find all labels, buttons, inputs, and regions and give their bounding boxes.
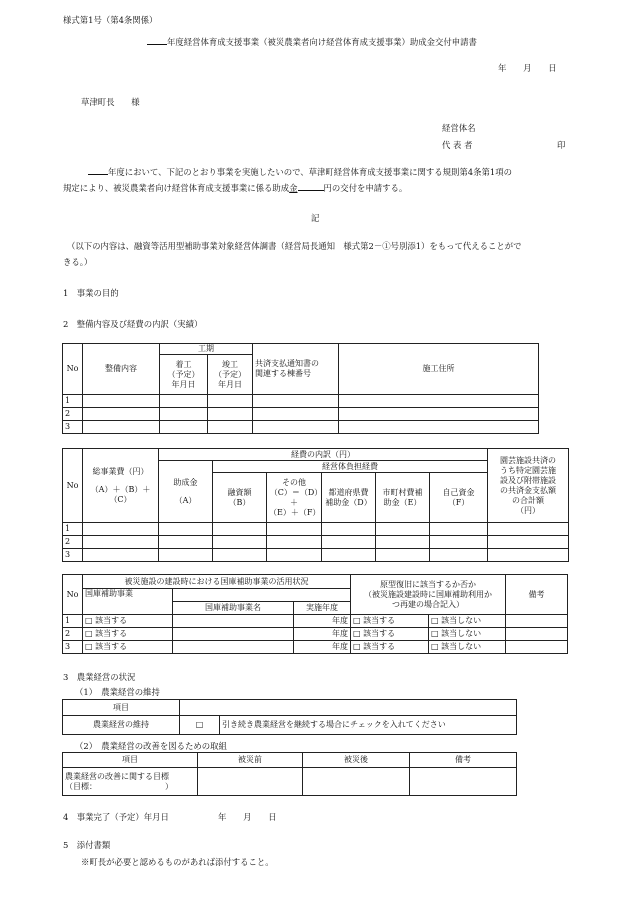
t5-before-cell[interactable] — [198, 768, 303, 796]
t2-other-l3: （E）＋（F） — [269, 507, 321, 517]
t2-hort-l3: 設及び附帯施設 — [500, 475, 556, 485]
t2-subsidy-header — [159, 461, 213, 523]
restore-yes-label: 該当する — [363, 616, 396, 625]
form-number: 様式第1号（第4条関係） — [63, 15, 158, 25]
t2-row-no: 3 — [63, 549, 83, 562]
t3-applies-cell[interactable] — [83, 615, 173, 628]
t2-cell[interactable] — [322, 523, 376, 536]
restore-no-label: 該当しない — [441, 616, 482, 625]
t2-subsidy-l1: 助成金 — [173, 477, 198, 487]
t2-hort-l5: の合計額 — [512, 495, 544, 505]
t3-applies-cell[interactable] — [83, 641, 173, 654]
t4-item-header: 項目 — [63, 700, 180, 716]
t1-cell[interactable] — [160, 395, 208, 408]
intro-line1: 年度において、下記のとおり事業を実施したいので、草津町経営体育成支援事業に関する規則第4条第1項の — [108, 167, 512, 177]
t1-cell[interactable] — [253, 408, 339, 421]
restore-no-checkbox[interactable]: □ — [431, 629, 439, 638]
attachment-note: ※町長が必要と認めるものがあれば添付すること。 — [81, 857, 274, 867]
t2-cell[interactable] — [430, 523, 488, 536]
note-line2: きる。） — [63, 257, 93, 267]
t2-loan-l2: （B） — [228, 497, 251, 507]
t5-item-header: 項目 — [63, 753, 198, 768]
intro-line2a: 規定により、被災農業者向け経営体育成支援事業に係る助成 — [63, 183, 290, 193]
application-date: 年 月 日 — [498, 63, 557, 73]
applies-label: 該当する — [95, 629, 128, 638]
t1-cell[interactable] — [208, 408, 253, 421]
t1-start-l1: 着工 — [175, 359, 192, 369]
t5-remarks-header: 備考 — [410, 753, 517, 768]
t2-own-l2: （F） — [447, 497, 470, 507]
document-title-text: 年度経営体育成支援事業（被災農業者向け経営体育成支援事業）助成金交付申請書 — [167, 37, 477, 47]
t3-restore-l3: つ再建の場合記入） — [392, 599, 464, 609]
t2-total-header — [83, 449, 159, 523]
t2-cell[interactable] — [213, 523, 267, 536]
t5-after-cell[interactable] — [303, 768, 410, 796]
note-paragraph — [63, 238, 608, 270]
restore-yes-checkbox[interactable]: □ — [353, 616, 361, 625]
subsection2-heading: （2） 農業経営の改善を図るための取組 — [75, 741, 227, 751]
t2-pref-header — [322, 473, 376, 523]
year-blank — [147, 35, 167, 45]
t2-cell[interactable] — [376, 549, 430, 562]
t1-row-no: 2 — [63, 408, 83, 421]
restore-no-label: 該当しない — [441, 629, 482, 638]
t2-cell[interactable] — [488, 536, 569, 549]
t1-cell[interactable] — [83, 421, 160, 434]
t1-cell[interactable] — [83, 395, 160, 408]
restore-yes-label: 該当する — [363, 629, 396, 638]
expense-breakdown-table — [62, 448, 569, 562]
t1-end-l2: （予定） — [214, 369, 246, 379]
t2-cell[interactable] — [159, 536, 213, 549]
t1-start-l2: （予定） — [167, 369, 200, 379]
t4-instruction: 引き続き農業経営を継続する場合にチェックを入れてください — [220, 716, 517, 735]
t2-hort-l2: うち特定園芸施 — [500, 465, 556, 475]
t1-no-header: No — [63, 344, 83, 395]
maintain-checkbox[interactable]: □ — [180, 716, 220, 735]
section3-heading: 3 農業経営の状況 — [63, 672, 136, 682]
t1-cell[interactable] — [339, 408, 539, 421]
t2-no-header: No — [63, 449, 83, 523]
t2-subsidy-l2: （A） — [174, 495, 197, 505]
work-content-table — [62, 343, 539, 434]
t3-restore-no-cell[interactable] — [429, 615, 506, 628]
t2-cell[interactable] — [83, 536, 159, 549]
t1-end-header — [208, 355, 253, 395]
t5-goal-cell — [63, 768, 198, 796]
t1-address-header: 施工住所 — [339, 344, 539, 395]
t3-usage-header: 被災施設の建設時における国庫補助事業の活用状況 — [83, 575, 351, 589]
t3-row-no: 3 — [63, 641, 83, 654]
t1-cell[interactable] — [83, 408, 160, 421]
subsection1-heading: （1） 農業経営の維持 — [75, 687, 160, 697]
addressee: 草津町長 様 — [81, 97, 140, 107]
t3-project-name-cell[interactable] — [173, 628, 294, 641]
t3-restore-no-cell[interactable] — [429, 641, 506, 654]
t3-restore-yes-cell[interactable] — [351, 641, 429, 654]
t3-restore-yes-cell[interactable] — [351, 628, 429, 641]
t2-cell[interactable] — [267, 549, 322, 562]
document-title — [147, 35, 477, 48]
t2-cell[interactable] — [159, 523, 213, 536]
t2-loan-l1: 融資額 — [227, 487, 252, 497]
subsidy-usage-table — [62, 574, 568, 654]
t2-hort-l1: 園芸施設共済の — [500, 455, 556, 465]
t1-cell[interactable] — [208, 395, 253, 408]
t2-cell[interactable] — [430, 536, 488, 549]
t3-spacer — [173, 589, 351, 602]
section4-heading: 4 事業完了（予定）年月日 — [63, 812, 169, 822]
intro-line2b: 円の交付を申請する。 — [323, 183, 408, 193]
restore-yes-checkbox[interactable]: □ — [353, 629, 361, 638]
t3-project-name-cell[interactable] — [173, 641, 294, 654]
t2-pref-l2: 補助金（D） — [325, 497, 372, 507]
t2-cell[interactable] — [322, 536, 376, 549]
intro-year-blank — [88, 165, 108, 175]
t2-cell[interactable] — [213, 536, 267, 549]
t1-cell[interactable] — [253, 421, 339, 434]
t3-no-header: No — [63, 575, 83, 615]
t2-cell[interactable] — [488, 523, 569, 536]
t3-restore-l1: 原型復旧に該当するか否か — [380, 579, 476, 589]
t2-cell[interactable] — [267, 523, 322, 536]
t2-own-l1: 自己資金 — [442, 487, 475, 497]
t1-cell[interactable] — [160, 408, 208, 421]
t2-cell[interactable] — [430, 549, 488, 562]
applies-checkbox[interactable]: □ — [85, 629, 93, 638]
t2-hort-header — [488, 449, 569, 523]
t2-other-l2: （C）＝（D）＋ — [269, 487, 319, 507]
t5-goal-l1: 農業経営の改善に関する目標 — [65, 771, 169, 781]
representative-label: 代 表 者 — [442, 140, 473, 150]
t1-cell[interactable] — [160, 421, 208, 434]
t1-cell[interactable] — [208, 421, 253, 434]
t2-cell[interactable] — [488, 549, 569, 562]
t1-cell[interactable] — [339, 395, 539, 408]
t5-goal-l2[interactable]: （目標： ） — [65, 781, 173, 791]
t2-burden-header: 経営体負担経費 — [213, 461, 488, 473]
t2-city-l2: 助金（E） — [383, 497, 422, 507]
t5-before-header: 被災前 — [198, 753, 303, 768]
t2-cell[interactable] — [213, 549, 267, 562]
t3-row-no: 2 — [63, 628, 83, 641]
amount-blank — [298, 181, 324, 191]
t3-applies-cell[interactable] — [83, 628, 173, 641]
org-name-label: 経営体名 — [442, 123, 476, 133]
t1-row-no: 3 — [63, 421, 83, 434]
t1-row-no: 1 — [63, 395, 83, 408]
t3-restore-header — [351, 575, 506, 615]
t2-pref-l1: 都道府県費 — [328, 487, 369, 497]
t3-restore-no-cell[interactable] — [429, 628, 506, 641]
restore-no-checkbox[interactable]: □ — [431, 616, 439, 625]
applies-checkbox[interactable]: □ — [85, 616, 93, 625]
t3-remarks-cell[interactable] — [506, 641, 568, 654]
t1-mutual-header — [253, 344, 339, 395]
ki-heading: 記 — [311, 213, 320, 223]
t2-total-l2: （A）＋（B）＋（C） — [90, 484, 151, 504]
t2-breakdown-header: 経費の内訳（円） — [159, 449, 488, 461]
t2-total-l1: 総事業費（円） — [92, 466, 149, 476]
t2-row-no: 2 — [63, 536, 83, 549]
t2-cell[interactable] — [322, 549, 376, 562]
note-line1: （以下の内容は、融資等活用型補助事業対象経営体調書（経営局長通知 様式第2－①号別添1）をもって代えることがで — [67, 241, 522, 251]
restore-no-checkbox[interactable]: □ — [431, 642, 439, 651]
t2-other-l1: その他 — [282, 477, 306, 487]
intro-kin: 金 — [289, 183, 298, 193]
t3-project-name-header: 国庫補助事業名 — [173, 602, 294, 615]
t3-project-name-cell[interactable] — [173, 615, 294, 628]
applies-checkbox[interactable]: □ — [85, 642, 93, 651]
t1-start-l3: 年月日 — [171, 379, 196, 389]
t1-end-l3: 年月日 — [218, 379, 242, 389]
t3-year-header: 実施年度 — [294, 602, 351, 615]
t2-hort-l4: の共済金支払額 — [500, 485, 556, 495]
t2-city-l1: 市町村費補 — [382, 487, 423, 497]
t5-after-header: 被災後 — [303, 753, 410, 768]
t3-restore-l2: （被災施設建設時に国庫補助利用か — [364, 589, 492, 599]
management-improvement-table — [62, 752, 517, 796]
t1-period-header: 工期 — [160, 344, 253, 355]
completion-date[interactable]: 年 月 日 — [218, 812, 277, 822]
t3-remarks-cell[interactable] — [506, 628, 568, 641]
t4-blank-header — [180, 700, 517, 716]
t2-cell[interactable] — [83, 549, 159, 562]
t2-cell[interactable] — [267, 536, 322, 549]
t2-cell[interactable] — [83, 523, 159, 536]
restore-yes-checkbox[interactable]: □ — [353, 642, 361, 651]
t3-year-cell[interactable]: 年度 — [294, 641, 351, 654]
t2-cell[interactable] — [159, 549, 213, 562]
t4-item-cell: 農業経営の維持 — [63, 716, 180, 735]
t2-loan-header — [213, 473, 267, 523]
t2-city-header — [376, 473, 430, 523]
t2-cell[interactable] — [376, 536, 430, 549]
t3-remarks-cell[interactable] — [506, 615, 568, 628]
t3-row-no: 1 — [63, 615, 83, 628]
restore-yes-label: 該当する — [363, 642, 396, 651]
section1-heading: 1 事業の目的 — [63, 288, 119, 298]
t1-end-l1: 竣工 — [222, 359, 238, 369]
t1-mutual-l1: 共済支払通知書の — [255, 359, 319, 368]
t2-cell[interactable] — [376, 523, 430, 536]
section2-heading: 2 整備内容及び経費の内訳（実績） — [63, 319, 203, 329]
t3-year-cell[interactable]: 年度 — [294, 615, 351, 628]
intro-paragraph — [63, 164, 603, 196]
management-maintenance-table — [62, 699, 517, 735]
t1-content-header: 整備内容 — [83, 344, 160, 395]
t3-year-cell[interactable]: 年度 — [294, 628, 351, 641]
restore-no-label: 該当しない — [441, 642, 482, 651]
t2-own-header — [430, 473, 488, 523]
applies-label: 該当する — [95, 616, 128, 625]
t1-mutual-l2: 関連する棟番号 — [255, 369, 311, 378]
t1-cell[interactable] — [253, 395, 339, 408]
t2-other-header — [267, 473, 322, 523]
t2-hort-l6: （円） — [516, 505, 540, 515]
applies-label: 該当する — [95, 642, 128, 651]
t1-cell[interactable] — [339, 421, 539, 434]
t3-project-header: 国庫補助事業 — [83, 589, 173, 615]
t2-row-no: 1 — [63, 523, 83, 536]
seal-mark: 印 — [557, 140, 566, 150]
t3-restore-yes-cell[interactable] — [351, 615, 429, 628]
t5-remarks-cell[interactable] — [410, 768, 517, 796]
t1-start-header — [160, 355, 208, 395]
t3-remarks-header: 備考 — [506, 575, 568, 615]
section5-heading: 5 添付書類 — [63, 840, 111, 850]
